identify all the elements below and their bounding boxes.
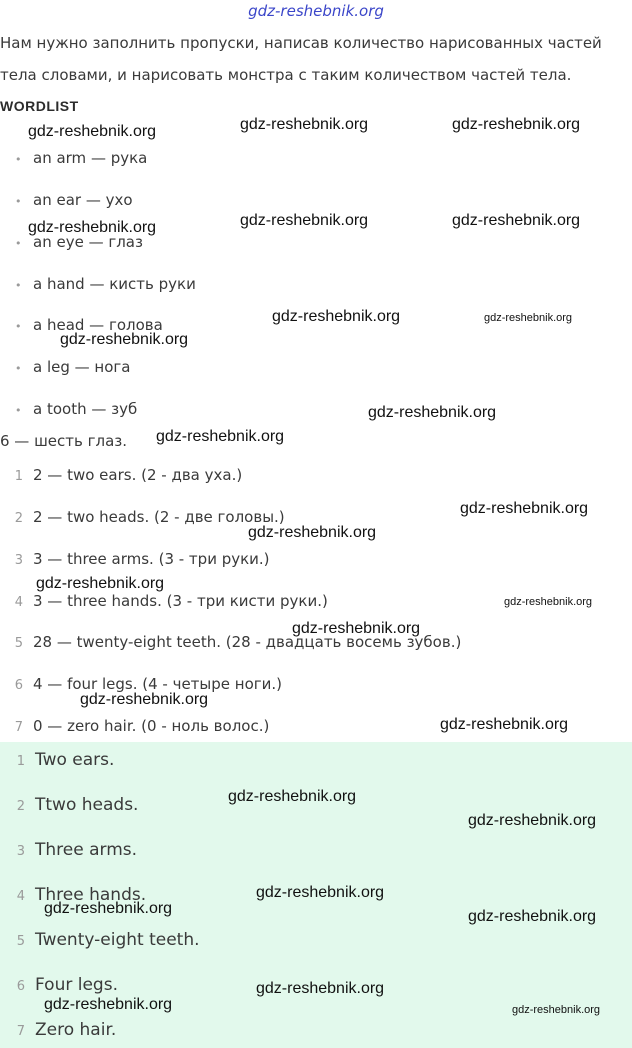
watermark: gdz-reshebnik.org [272,308,401,325]
watermark: gdz-reshebnik.org [36,575,165,592]
item-text: 28 — twenty-eight teeth. (28 - двадцать восемь зубов.) [33,633,462,651]
answer-text: Three arms. [35,840,138,860]
item-text: 3 — three arms. (3 - три руки.) [33,550,270,568]
item-number: 6 [14,678,23,693]
bullet-icon: • [15,404,22,417]
watermark: gdz-reshebnik.org [240,116,369,133]
list-item [0,750,114,770]
list-item [0,930,200,950]
item-number: 5 [14,636,23,651]
list-item [0,466,242,484]
answer-text: Two ears. [35,750,115,770]
watermark: gdz-reshebnik.org [256,884,385,901]
item-text: 0 — zero hair. (0 - ноль волос.) [33,717,270,735]
watermark: gdz-reshebnik.org [228,788,357,805]
bullet-icon: • [15,362,22,375]
item-number: 3 [14,553,23,568]
watermark: gdz-reshebnik.org [248,524,377,541]
list-item [0,975,118,995]
item-number: 2 [16,799,25,814]
watermark: gdz-reshebnik.org [292,620,421,637]
item-number: 3 [16,844,25,859]
list-item [0,840,137,860]
item-number: 4 [16,889,25,904]
watermark: gdz-reshebnik.org [80,691,209,708]
item-number: 7 [16,1024,25,1039]
bullet-icon: • [15,237,22,250]
watermark: gdz-reshebnik.org [512,1004,601,1016]
list-item: • an arm — рука [15,149,148,167]
item-number: 5 [16,934,25,949]
bullet-icon: • [15,279,22,292]
list-item: • a leg — нога [15,358,131,376]
item-text: 4 — four legs. (4 - четыре ноги.) [33,675,283,693]
site-title[interactable]: gdz-reshebnik.org [248,2,384,20]
answer-text: Twenty-eight teeth. [35,930,200,950]
watermark: gdz-reshebnik.org [44,900,173,917]
answer-text: Four legs. [35,975,118,995]
watermark: gdz-reshebnik.org [468,812,597,829]
watermark: gdz-reshebnik.org [256,980,385,997]
watermark: gdz-reshebnik.org [468,908,597,925]
lead-line: 6 — шесть глаз. [0,432,128,450]
item-text: 2 — two ears. (2 - два уха.) [33,466,243,484]
list-item: • an eye — глаз [15,233,143,251]
answer-text: Ttwo heads. [35,795,139,815]
item-text: 2 — two heads. (2 - две головы.) [33,508,285,526]
wordlist-title: WORDLIST [0,98,79,114]
watermark: gdz-reshebnik.org [452,116,581,133]
item-number: 7 [14,720,23,735]
watermark: gdz-reshebnik.org [460,500,589,517]
watermark: gdz-reshebnik.org [28,219,157,236]
intro-line-1: Нам нужно заполнить пропуски, написав количество нарисованных частей [0,34,602,52]
item-number: 6 [16,979,25,994]
watermark: gdz-reshebnik.org [44,996,173,1013]
watermark: gdz-reshebnik.org [452,212,581,229]
item-text: 3 — three hands. (3 - три кисти руки.) [33,592,328,610]
list-item [0,592,328,610]
bullet-icon: • [15,320,22,333]
list-item [0,550,270,568]
list-item [0,508,285,526]
list-item [0,717,269,735]
watermark: gdz-reshebnik.org [368,404,497,421]
watermark: gdz-reshebnik.org [484,312,573,324]
watermark: gdz-reshebnik.org [28,123,157,140]
answer-text: Three hands. [35,885,147,905]
bullet-icon: • [15,153,22,166]
watermark: gdz-reshebnik.org [156,428,285,445]
list-item: • an ear — ухо [15,191,133,209]
list-item: • a hand — кисть руки [15,275,196,293]
list-item [0,1020,116,1040]
intro-line-2: тела словами, и нарисовать монстра с таким количеством частей тела. [0,66,572,84]
bullet-icon: • [15,195,22,208]
answer-text: Zero hair. [35,1020,117,1040]
item-number: 4 [14,595,23,610]
watermark: gdz-reshebnik.org [60,331,189,348]
list-item: • a head — голова [15,316,163,334]
item-number: 1 [16,754,25,769]
item-number: 1 [14,469,23,484]
watermark: gdz-reshebnik.org [240,212,369,229]
list-item: • a tooth — зуб [15,400,138,418]
watermark: gdz-reshebnik.org [440,716,569,733]
list-item [0,795,138,815]
watermark: gdz-reshebnik.org [504,596,593,608]
item-number: 2 [14,511,23,526]
